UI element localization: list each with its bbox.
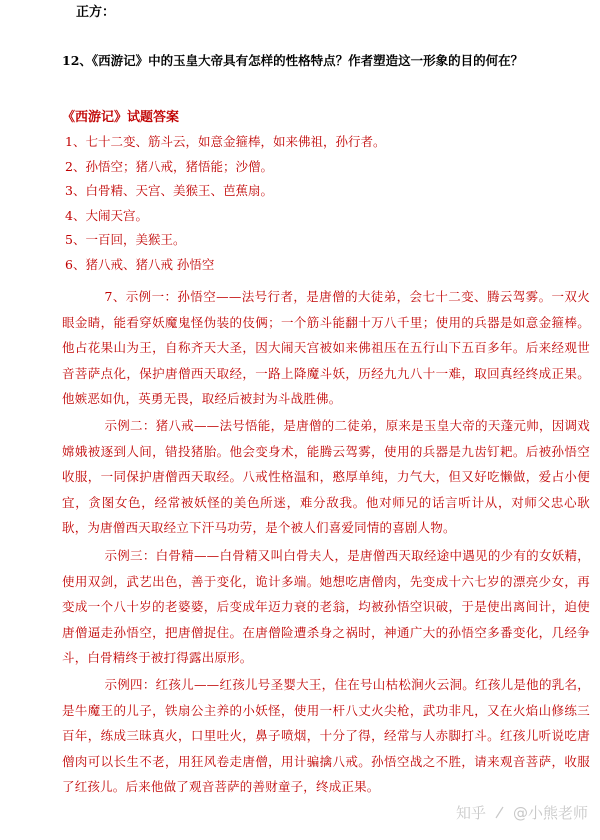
cut-off-line: 正方： (76, 5, 116, 20)
watermark-site: 知乎 (456, 803, 487, 822)
answer-3: 3、白骨精、天宫、美猴王、芭蕉扇。 (65, 183, 273, 198)
answer-1: 1、七十二变、筋斗云，如意金箍棒，如来佛祖，孙行者。 (65, 134, 386, 149)
answer-4: 4、大闹天宫。 (65, 207, 148, 223)
answer-2: 2、孙悟空；猪八戒，猪悟能；沙僧。 (65, 158, 273, 174)
example-honghaier: 示例四：红孩儿——红孩儿号圣婴大王，住在号山枯松涧火云洞。红孩儿是他的乳名，是牛魔王的儿子，铁扇公主养的小妖怪，使用一杆八丈火尖枪，武功非凡，又在火焰山修练三百年，练成三昧真火，口里吐火，鼻子喷烟，十分了得，经常与人赤脚打斗。红孩儿听说吃唐僧肉可以长生不老，用狂风卷走唐僧，用计骗擒八戒。孙悟空战之不胜，请来观音菩萨，收服了红孩儿。后来他做了观音菩萨的善财童子，终成正果。 (62, 677, 590, 794)
question-12: 12、《西游记》中的玉皇大帝具有怎样的性格特点？作者塑造这一形象的目的何在？ (62, 53, 524, 68)
answers-heading: 《西游记》试题答案 (62, 110, 180, 125)
slash-separator-icon (492, 805, 507, 820)
answer-6: 6、猪八戒、猪八戒 孙悟空 (65, 256, 215, 272)
answer-5: 5、一百回，美猴王。 (65, 232, 186, 247)
watermark-author: @小熊老师 (513, 803, 589, 822)
zhihu-watermark (456, 800, 588, 824)
example-zhu-bajie: 示例二：猪八戒——法号悟能，是唐僧的二徒弟，原来是玉皇大帝的天蓬元帅，因调戏嫦娥被逐到人间，错投猪胎。他会变身术，能腾云驾雾，使用的兵器是九齿钉耙。后被孙悟空收服，一同保护唐僧西天取经。八戒性格温和，憨厚单纯，力气大，但又好吃懒做，爱占小便宜，贪图女色，经常被妖怪的美色所迷，难分敌我。他对师兄的话言听计从，对师父忠心耿耿，为唐僧西天取经立下汗马功劳，是个被人们喜爱同情的喜剧人物。 (62, 418, 590, 535)
example-sun-wukong: 7、示例一：孙悟空——法号行者，是唐僧的大徒弟，会七十二变、腾云驾雾。一双火眼金睛，能看穿妖魔鬼怪伪装的伎俩；一个筋斗能翻十万八千里；使用的兵器是如意金箍棒。他占花果山为王，自称齐天大圣，因大闹天宫被如来佛祖压在五行山下五百多年。后来经观世音菩萨点化，保护唐僧西天取经，一路上降魔斗妖，历经九九八十一难，取回真经终成正果。他嫉恶如仇，英勇无畏，取经后被封为斗战胜佛。 (62, 289, 590, 406)
short-answer-list (65, 130, 585, 277)
example-baigujing: 示例三：白骨精——白骨精又叫白骨夫人，是唐僧西天取经途中遇见的少有的女妖精，使用双剑，武艺出色，善于变化，诡计多端。她想吃唐僧肉，先变成十六七岁的漂亮少女，再变成一个八十岁的老婆婆，后变成年迈力衰的老翁，均被孙悟空识破，于是使出离间计，迫使唐僧逼走孙悟空，把唐僧捉住。在唐僧险遭杀身之祸时，神通广大的孙悟空多番变化，几经争斗，白骨精终于被打得露出原形。 (62, 548, 590, 665)
